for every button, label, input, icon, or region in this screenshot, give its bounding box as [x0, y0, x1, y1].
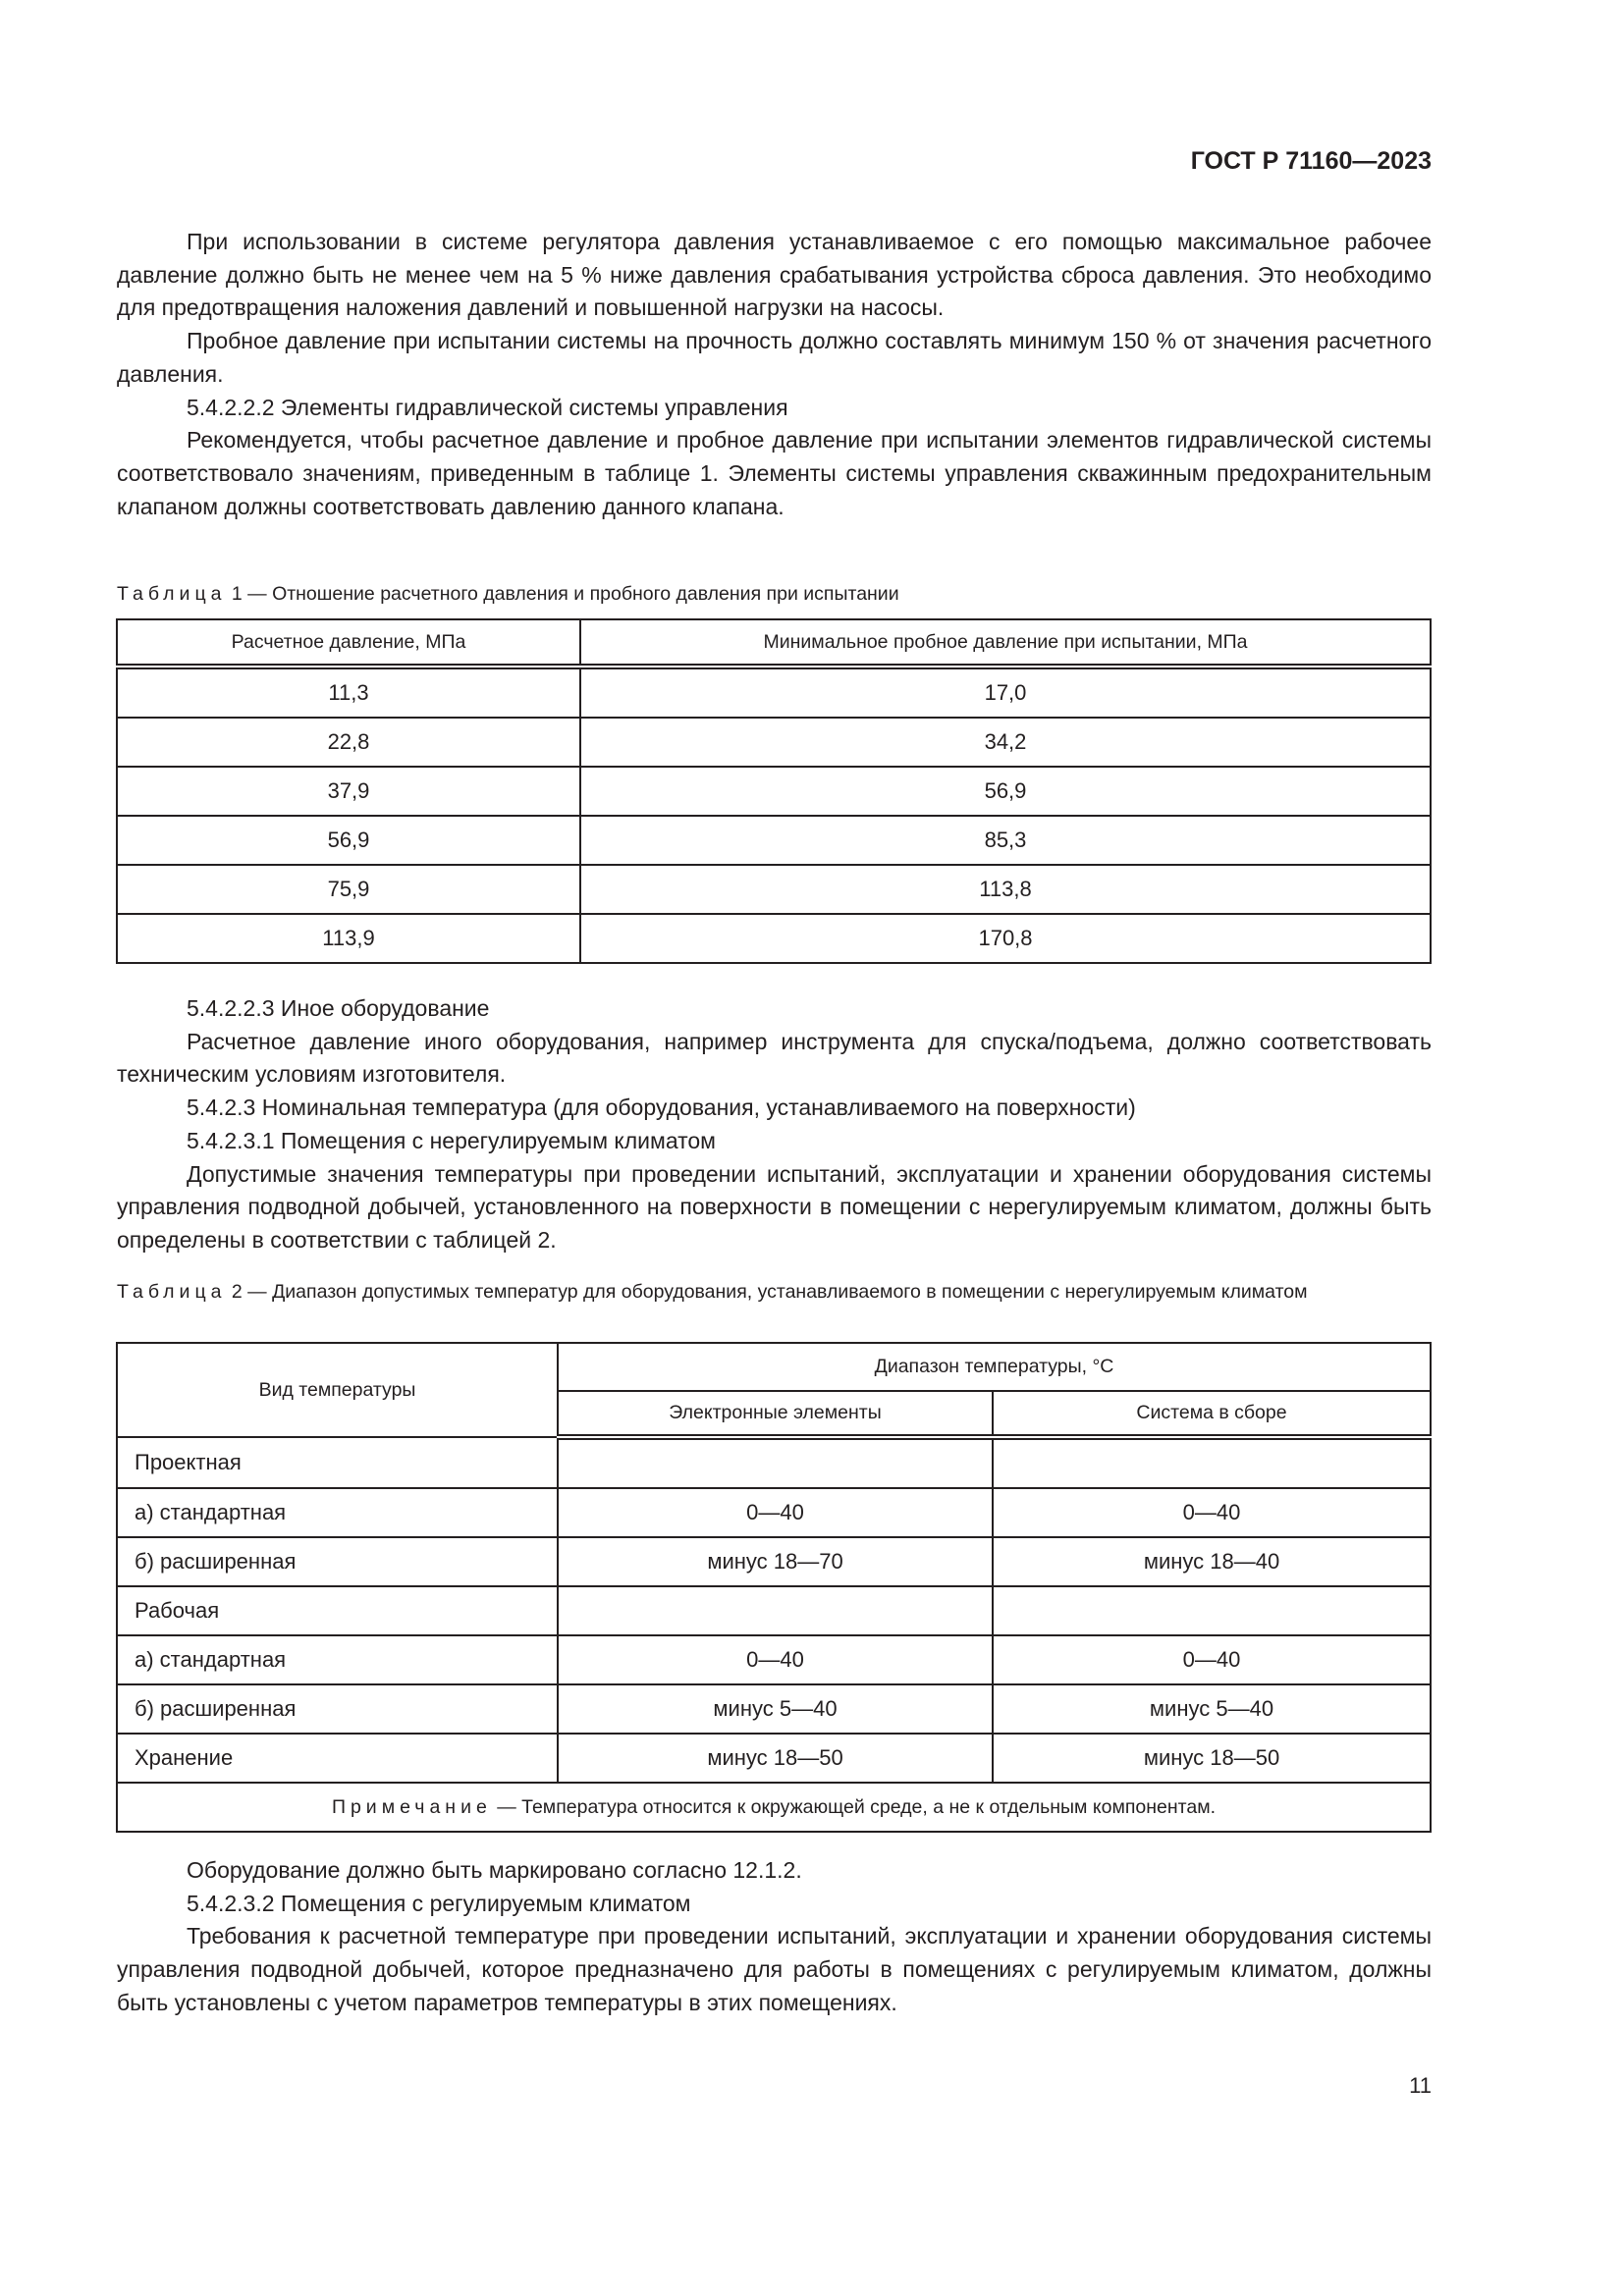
- cell: а) стандартная: [117, 1488, 558, 1537]
- table2-note: [117, 1783, 1431, 1832]
- cell: [558, 1437, 993, 1488]
- section-marking-text: [117, 1854, 1432, 2020]
- cell: минус 18—70: [558, 1537, 993, 1586]
- paragraph: Расчетное давление иного оборудования, например инструмента для спуска/подъема, должно соответствовать техническим условиям изготовителя.: [117, 1028, 1432, 1088]
- cell: 17,0: [580, 667, 1431, 718]
- subsection-heading: 5.4.2.2.3 Иное оборудование: [187, 995, 490, 1021]
- cell: Проектная: [117, 1437, 558, 1488]
- cell: [993, 1586, 1431, 1635]
- cell: [993, 1437, 1431, 1488]
- cell: [558, 1586, 993, 1635]
- paragraph: Оборудование должно быть маркировано согласно 12.1.2.: [187, 1857, 802, 1883]
- subsection-heading: 5.4.2.2.2 Элементы гидравлической системы управления: [187, 394, 788, 420]
- table1-header-test-pressure: Минимальное пробное давление при испытании, МПа: [580, 619, 1431, 667]
- cell: 22,8: [117, 718, 580, 767]
- cell: 56,9: [580, 767, 1431, 816]
- table-row: [117, 767, 1431, 816]
- table1-header-design-pressure: Расчетное давление, МПа: [117, 619, 580, 667]
- table2-header-range: Диапазон температуры, °С: [558, 1343, 1431, 1391]
- table2-header-system: Система в сборе: [993, 1391, 1431, 1437]
- table-row: [117, 667, 1431, 718]
- cell: 113,9: [117, 914, 580, 963]
- cell: 56,9: [117, 816, 580, 865]
- cell: б) расширенная: [117, 1684, 558, 1734]
- subsection-heading: 5.4.2.3.2 Помещения с регулируемым климатом: [187, 1890, 691, 1916]
- table-row: [117, 1734, 1431, 1783]
- cell: 170,8: [580, 914, 1431, 963]
- paragraph: Требования к расчетной температуре при проведении испытаний, эксплуатации и хранении оборудования системы управления подводной добычей, которое предназначено для работы в помещениях с регулируемым климатом, должны быть установлены с учетом параметров температуры в этих помещениях.: [117, 1923, 1432, 2015]
- cell: 0—40: [558, 1635, 993, 1684]
- table1-pressure: [116, 618, 1432, 964]
- paragraph: Пробное давление при испытании системы на прочность должно составлять минимум 150 % от значения расчетного давления.: [117, 328, 1432, 387]
- cell: 11,3: [117, 667, 580, 718]
- paragraph: Допустимые значения температуры при проведении испытаний, эксплуатации и хранении оборудования системы управления подводной добычей, установленного на поверхности в помещении с нерегулируемым климатом, должны быть определены в соответствии с таблицей 2.: [117, 1160, 1432, 1253]
- cell: минус 5—40: [558, 1684, 993, 1734]
- table-row: [117, 1537, 1431, 1586]
- cell: Рабочая: [117, 1586, 558, 1635]
- cell: 34,2: [580, 718, 1431, 767]
- table2-caption-label: Таблица: [117, 1281, 227, 1303]
- page-number: 11: [1409, 2073, 1432, 2098]
- cell: 0—40: [558, 1488, 993, 1537]
- note-label: Примечание: [331, 1795, 492, 1818]
- cell: минус 18—50: [993, 1734, 1431, 1783]
- table-row: [117, 914, 1431, 963]
- table1-caption-text: 1 — Отношение расчетного давления и пробного давления при испытании: [226, 583, 899, 605]
- table-row: [117, 1635, 1431, 1684]
- cell: Хранение: [117, 1734, 558, 1783]
- subsection-heading: 5.4.2.3.1 Помещения с нерегулируемым климатом: [187, 1127, 716, 1153]
- cell: 75,9: [117, 865, 580, 914]
- table-row: [117, 1684, 1431, 1734]
- cell: 113,8: [580, 865, 1431, 914]
- table2-caption: [117, 1280, 1432, 1305]
- table-row: [117, 816, 1431, 865]
- table-row: [117, 1488, 1431, 1537]
- paragraph: При использовании в системе регулятора давления устанавливаемое с его помощью максимальное рабочее давление должно быть не менее чем на 5 % ниже давления срабатывания устройства сброса давления. Это необходимо для предотвращения наложения давлений и повышенной нагрузки на насосы.: [117, 229, 1432, 321]
- section-equipment-text: [117, 992, 1432, 1257]
- cell: минус 18—50: [558, 1734, 993, 1783]
- cell: 85,3: [580, 816, 1431, 865]
- table-row: [117, 1437, 1431, 1488]
- table1-caption-label: Таблица: [117, 583, 227, 605]
- cell: минус 18—40: [993, 1537, 1431, 1586]
- subsection-heading: 5.4.2.3 Номинальная температура (для оборудования, устанавливаемого на поверхности): [187, 1095, 1136, 1121]
- note-text: — Температура относится к окружающей среде, а не к отдельным компонентам.: [491, 1795, 1217, 1818]
- table-note-row: [117, 1783, 1431, 1832]
- table1-caption: [117, 582, 1432, 607]
- table-row: [117, 718, 1431, 767]
- cell: 37,9: [117, 767, 580, 816]
- cell: минус 5—40: [993, 1684, 1431, 1734]
- table2-header-type: Вид температуры: [117, 1343, 558, 1437]
- paragraph: Рекомендуется, чтобы расчетное давление и пробное давление при испытании элементов гидравлической системы соответствовало значениям, приведенным в таблице 1. Элементы системы управления скважинным предохранительным клапаном должны соответствовать давлению данного клапана.: [117, 427, 1432, 519]
- table-row: [117, 865, 1431, 914]
- cell: 0—40: [993, 1635, 1431, 1684]
- table2-temperature: [116, 1342, 1432, 1833]
- section-pressure-text: [117, 226, 1432, 523]
- cell: 0—40: [993, 1488, 1431, 1537]
- document-id-header: ГОСТ Р 71160—2023: [1190, 147, 1432, 175]
- cell: а) стандартная: [117, 1635, 558, 1684]
- table2-header-electronic: Электронные элементы: [558, 1391, 993, 1437]
- table-row: [117, 1586, 1431, 1635]
- cell: б) расширенная: [117, 1537, 558, 1586]
- table2-caption-text: 2 — Диапазон допустимых температур для оборудования, устанавливаемого в помещении с нерегулируемым климатом: [226, 1281, 1308, 1303]
